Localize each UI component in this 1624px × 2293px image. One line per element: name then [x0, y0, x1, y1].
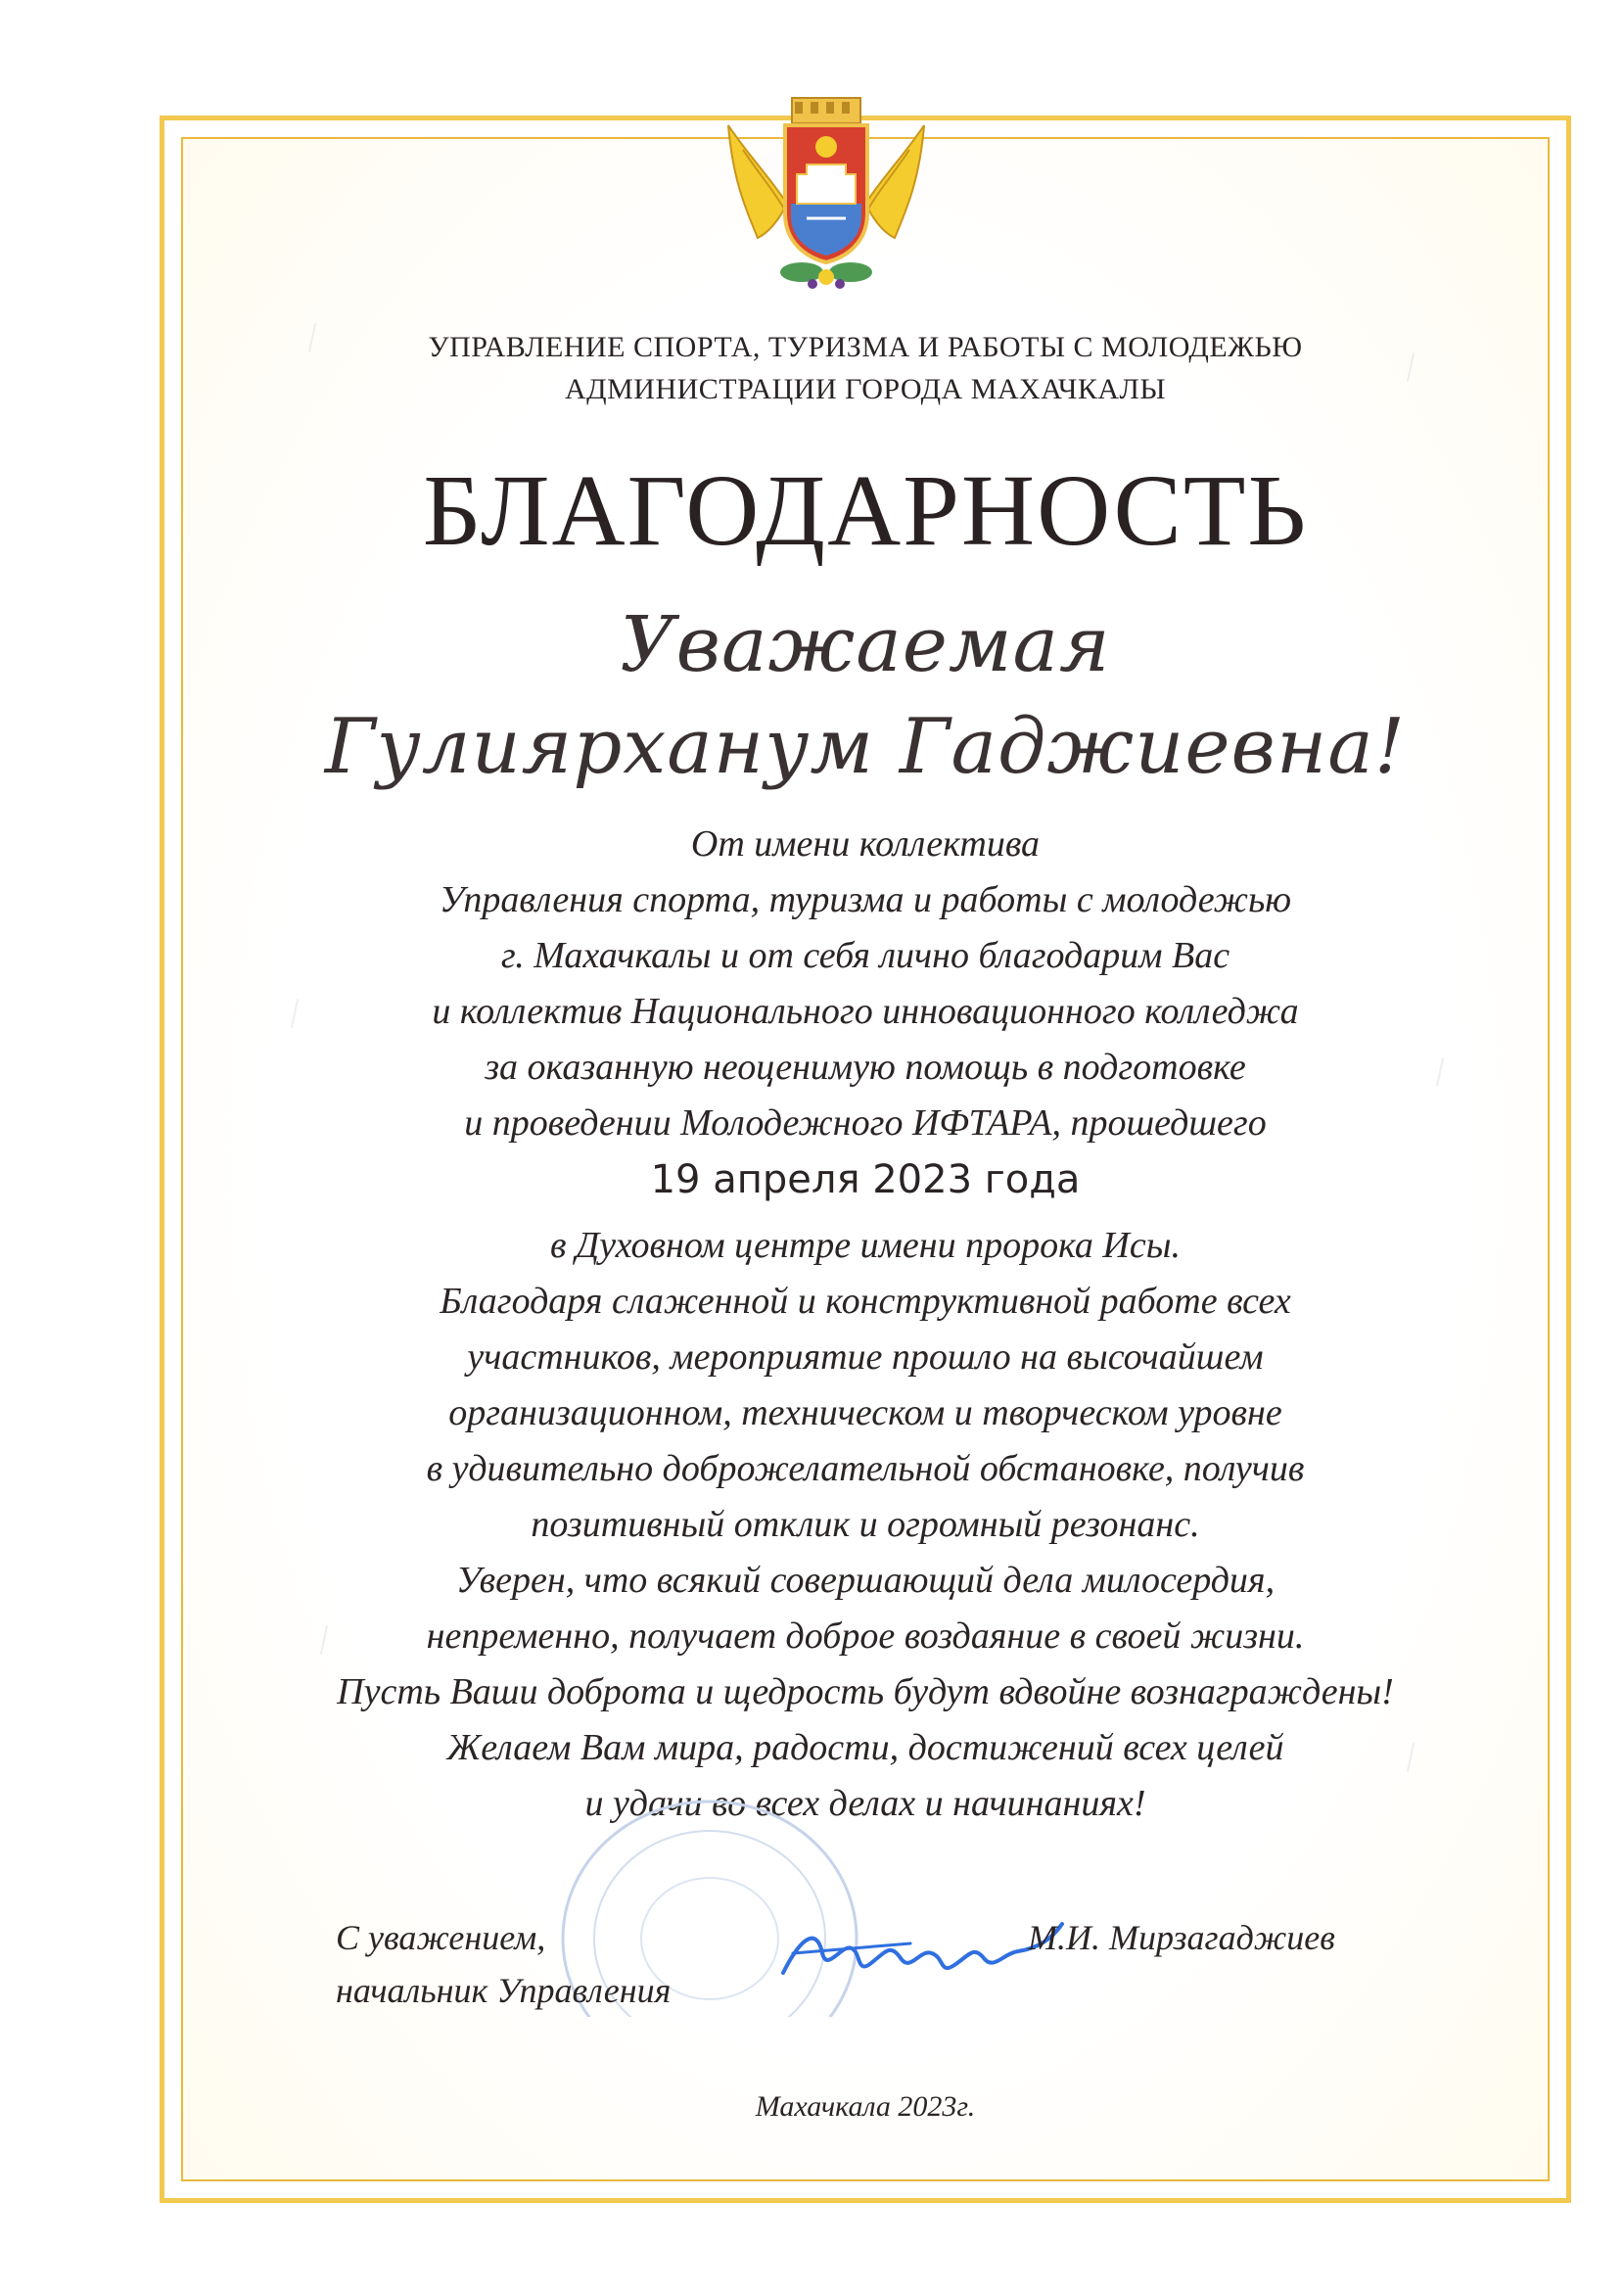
event-date: 19 апреля 2023 года	[650, 1157, 1081, 1202]
signatory-name: М.И. Мирзагаджиев	[1028, 1918, 1335, 1957]
body-line: Благодаря слаженной и конструктивной работе всех	[440, 1281, 1291, 1322]
organization-name-line-2: АДМИНИСТРАЦИИ ГОРОДА МАХАЧКАЛЫ	[564, 373, 1167, 405]
handwritten-signature	[773, 1914, 1067, 1992]
signature-closing: С уважением,	[336, 1918, 546, 1957]
document-title: БЛАГОДАРНОСТЬ	[422, 454, 1309, 567]
body-line: организационном, техническом и творческом уровне	[448, 1392, 1282, 1433]
body-line: в удивительно доброжелательной обстановке, получив	[426, 1448, 1305, 1489]
signatory-position: начальник Управления	[336, 1971, 672, 2010]
body-line: в Духовном центре имени пророка Исы.	[550, 1225, 1181, 1266]
body-line: Желаем Вам мира, радости, достижений всех целей	[446, 1727, 1284, 1768]
body-line: позитивный отклик и огромный резонанс.	[531, 1504, 1200, 1545]
greeting-salutation: Уважаемая	[620, 601, 1111, 689]
body-line: участников, мероприятие прошло на высочайшем	[467, 1336, 1264, 1378]
body-line: Уверен, что всякий совершающий дела милосердия,	[455, 1560, 1276, 1601]
body-line: и удачи во всех делах и начинаниях!	[584, 1783, 1146, 1824]
body-line: г. Махачкалы и от себя лично благодарим Вас	[500, 935, 1230, 976]
greeting-recipient-name: Гулиярханум Гаджиевна!	[324, 703, 1407, 791]
coat-of-arms-emblem	[709, 96, 944, 302]
body-line: Пусть Ваши доброта и щедрость будут вдвойне вознаграждены!	[337, 1671, 1394, 1712]
body-line: Управления спорта, туризма и работы с молодежью	[439, 879, 1292, 920]
organization-name-line-1: УПРАВЛЕНИЕ СПОРТА, ТУРИЗМА И РАБОТЫ С МОЛОДЕЖЬЮ	[428, 331, 1303, 363]
body-line: От имени коллектива	[690, 823, 1041, 865]
body-line: и коллектив Национального инновационного колледжа	[432, 991, 1299, 1032]
body-line: и проведении Молодежного ИФТАРА, прошедшего	[464, 1102, 1267, 1144]
body-line: непременно, получает доброе воздаяние в своей жизни.	[426, 1615, 1305, 1657]
place-and-year: Махачкала 2023г.	[755, 2090, 976, 2123]
body-line: за оказанную неоценимую помощь в подготовке	[485, 1047, 1246, 1088]
